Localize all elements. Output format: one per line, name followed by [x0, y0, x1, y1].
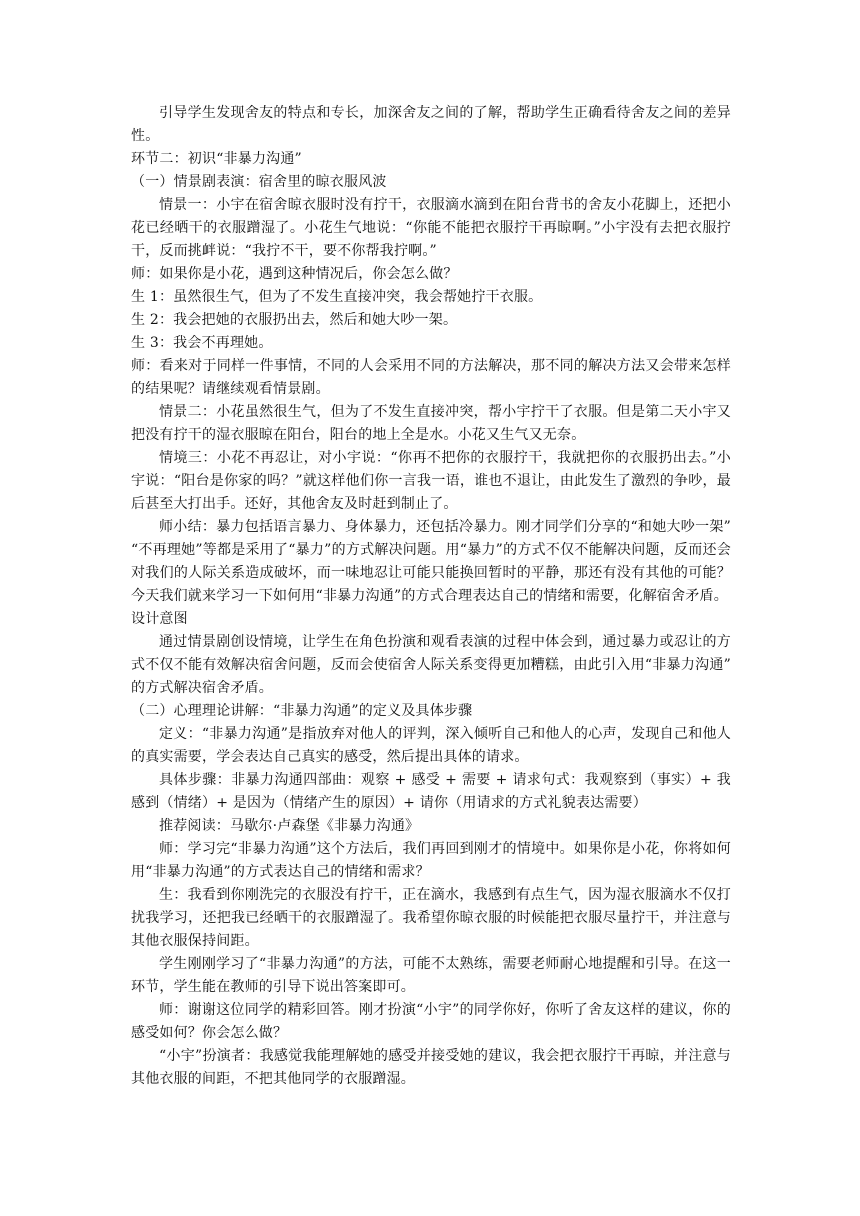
xiaoyu-response: “小宇”扮演者：我感觉我能理解她的感受并接受她的建议，我会把衣服拧干再晾，并注意与其他衣服的间距，不把其他同学的衣服蹭湿。 [131, 1048, 731, 1087]
section-heading-2: 环节二：初识“非暴力沟通” [131, 151, 302, 167]
subsection-heading-1: （一）情景剧表演：宿舍里的晾衣服风波 [131, 174, 387, 190]
student-nvc-answer: 生：我看到你刚洗完的衣服没有拧干，正在滴水，我感到有点生气，因为湿衣服滴水不仅打扰我学习，还把我已经晒干的衣服蹭湿了。我希望你晾衣服的时候能把衣服尽量拧干，并注意与其他衣服保持间距。 [131, 887, 731, 949]
subsection-heading-2: （二）心理理论讲解：“非暴力沟通”的定义及具体步骤 [131, 703, 473, 719]
design-intent-text: 通过情景剧创设情境，让学生在角色扮演和观看表演的过程中体会到，通过暴力或忍让的方式不仅不能有效解决宿舍问题，反而会使宿舍人际关系变得更加糟糕，由此引入用“非暴力沟通”的方式解决宿舍矛盾。 [131, 634, 731, 696]
teacher-question: 师：如果你是小花，遇到这种情况后，你会怎么做？ [131, 266, 458, 282]
teaching-note: 学生刚刚学习了“非暴力沟通”的方法，可能不太熟练，需要老师耐心地提醒和引导。在这一环节，学生能在教师的引导下说出答案即可。 [131, 956, 731, 995]
student-answer-1: 生 1：虽然很生气，但为了不发生直接冲突，我会帮她拧干衣服。 [131, 289, 543, 305]
student-answer-3: 生 3：我会不再理她。 [131, 335, 273, 351]
document-body [131, 102, 731, 1091]
steps-text: 具体步骤：非暴力沟通四部曲：观察 + 感受 + 需要 + 请求句式：我观察到（事实）+ 我感到（情绪）+ 是因为（情绪产生的原因）+ 请你（用请求的方式礼貌表达需要） [131, 772, 731, 811]
scenario-one: 情景一：小宇在宿舍晾衣服时没有拧干，衣服滴水滴到在阳台背书的舍友小花脚上，还把小花已经晒干的衣服蹭湿了。小花生气地说：“你能不能把衣服拧干再晾啊。”小宇没有去把衣服拧干，反而挑衅说：“我拧不干，要不你帮我拧啊。” [131, 197, 731, 259]
recommended-reading: 推荐阅读：马歇尔·卢森堡《非暴力沟通》 [159, 818, 420, 834]
teacher-return-question: 师：学习完“非暴力沟通”这个方法后，我们再回到刚才的情境中。如果你是小花，你将如何用“非暴力沟通”的方式表达自己的情绪和需求？ [131, 841, 731, 880]
scenario-three: 情境三：小花不再忍让，对小宇说：“你再不把你的衣服拧干，我就把你的衣服扔出去。”小宇说：“阳台是你家的吗？”就这样他们你一言我一语，谁也不退让，由此发生了激烈的争吵，最后甚至大打出手。还好，其他舍友及时赶到制止了。 [131, 450, 731, 512]
student-answer-2: 生 2：我会把她的衣服扔出去，然后和她大吵一架。 [131, 312, 458, 328]
definition-text: 定义：“非暴力沟通”是指放弃对他人的评判，深入倾听自己和他人的心声，发现自己和他人的真实需要，学会表达自己真实的感受，然后提出具体的请求。 [131, 726, 731, 765]
scenario-two: 情景二：小花虽然很生气，但为了不发生直接冲突，帮小宇拧干了衣服。但是第二天小宇又把没有拧干的湿衣服晾在阳台，阳台的地上全是水。小花又生气又无奈。 [131, 404, 731, 443]
teacher-summary: 师小结：暴力包括语言暴力、身体暴力，还包括冷暴力。刚才同学们分享的“和她大吵一架”“不再理她”等都是采用了“暴力”的方式解决问题。用“暴力”的方式不仅不能解决问题，反而还会对我们的人际关系造成破坏，而一味地忍让可能只能换回暂时的平静，那还有没有其他的可能？今天我们就来学习一下如何用“非暴力沟通”的方式合理表达自己的情绪和需要，化解宿舍矛盾。 [131, 519, 731, 604]
teacher-followup: 师：看来对于同样一件事情，不同的人会采用不同的方法解决，那不同的解决方法又会带来怎样的结果呢？请继续观看情景剧。 [131, 358, 731, 397]
design-intent-heading: 设计意图 [131, 611, 188, 627]
paragraph-intro: 引导学生发现舍友的特点和专长，加深舍友之间的了解，帮助学生正确看待舍友之间的差异性。 [131, 105, 731, 144]
teacher-thanks: 师：谢谢这位同学的精彩回答。刚才扮演“小宇”的同学你好，你听了舍友这样的建议，你的感受如何？你会怎么做？ [131, 1002, 731, 1041]
